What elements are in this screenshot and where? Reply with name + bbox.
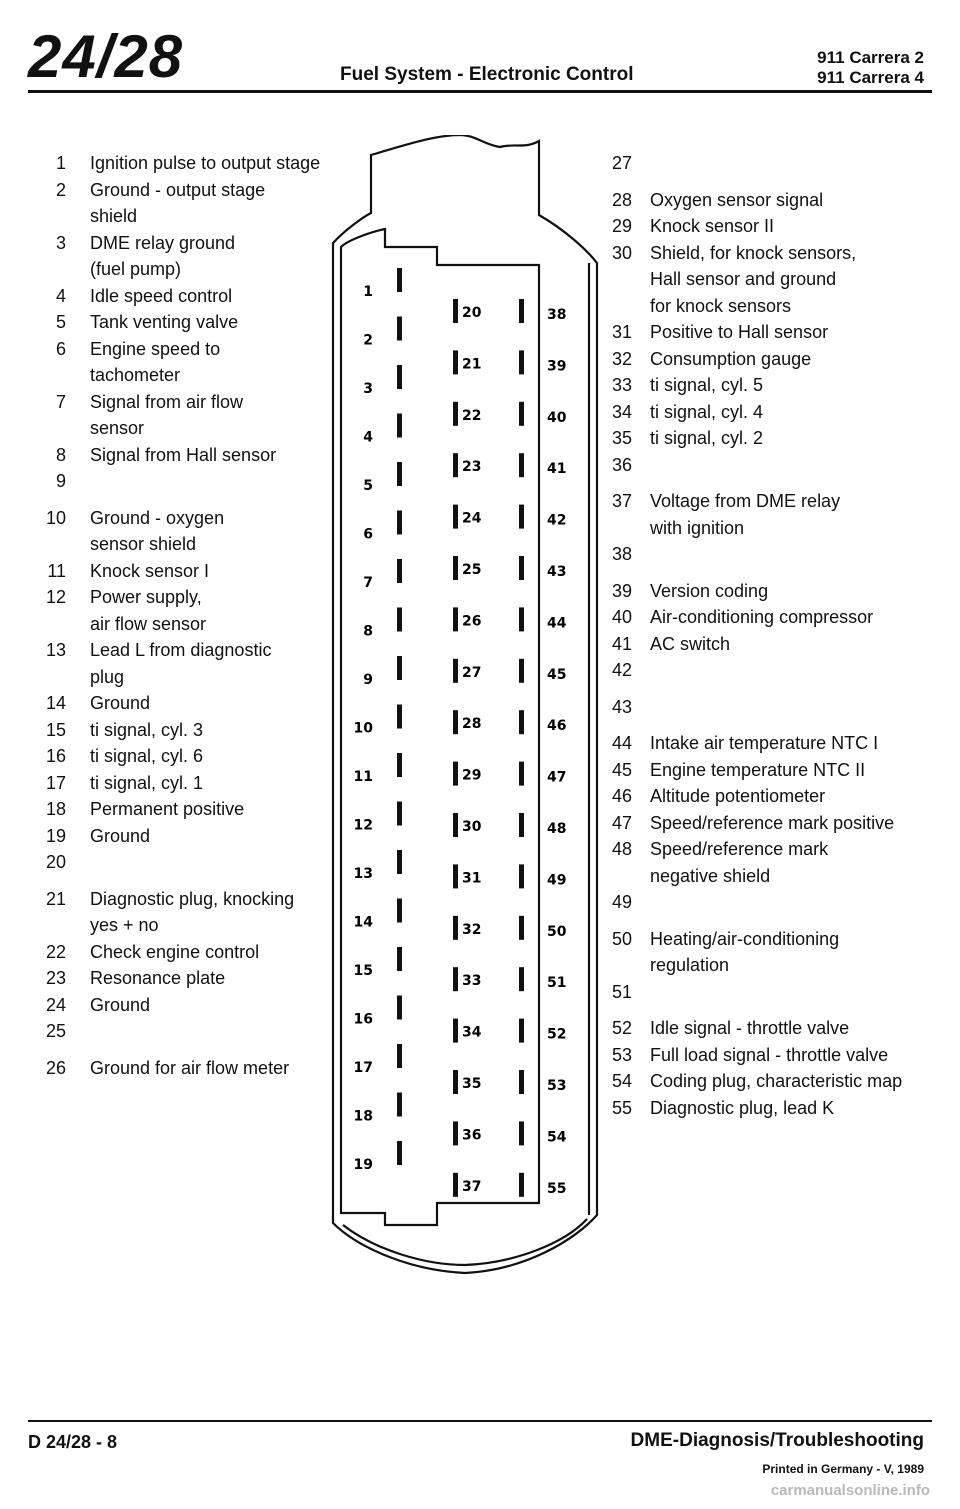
pin-number: 35 bbox=[611, 428, 632, 448]
connector-pin-contact bbox=[397, 899, 402, 923]
connector-pin-contact bbox=[453, 762, 458, 786]
connector-pin-label: 11 bbox=[353, 769, 373, 785]
connector-pin-contact bbox=[453, 607, 458, 631]
connector-pin-contact bbox=[397, 947, 402, 971]
connector-pin-contact bbox=[397, 705, 402, 729]
pin-number: 20 bbox=[45, 852, 66, 872]
pin-description: Ground for air flow meter bbox=[90, 1057, 290, 1078]
pin-description: Speed/reference mark positive bbox=[650, 812, 895, 833]
connector-pin-contact bbox=[453, 659, 458, 683]
connector-pin-label: 35 bbox=[462, 1076, 482, 1092]
pin-number: 48 bbox=[611, 839, 632, 859]
pin-description: Knock sensor II bbox=[650, 216, 775, 236]
pin-number: 27 bbox=[611, 153, 632, 173]
connector-pin-contact bbox=[397, 317, 402, 341]
pin-description: Engine speed to bbox=[90, 338, 221, 359]
pin-number: 8 bbox=[55, 444, 66, 465]
pin-description: Idle speed control bbox=[90, 285, 233, 306]
pin-number: 45 bbox=[611, 759, 632, 780]
pin-description: Shield, for knock sensors, bbox=[650, 242, 857, 263]
connector-pin-contact bbox=[453, 1070, 458, 1094]
connector-pin-label: 55 bbox=[547, 1180, 567, 1197]
connector-pin-contact bbox=[397, 608, 402, 632]
pin-number: 55 bbox=[611, 1097, 632, 1118]
connector-pin-contact bbox=[453, 916, 458, 940]
connector-pin-contact bbox=[397, 656, 402, 680]
connector-pin-label: 41 bbox=[547, 461, 567, 478]
connector-pin-label: 1 bbox=[363, 284, 373, 300]
connector-pin-label: 34 bbox=[462, 1024, 482, 1041]
pin-number: 12 bbox=[45, 587, 66, 607]
connector-pin-label: 33 bbox=[462, 973, 482, 990]
pin-number: 1 bbox=[55, 153, 66, 173]
connector-pin-contact bbox=[519, 350, 524, 374]
pin-number: 29 bbox=[611, 216, 632, 236]
connector-pin-contact bbox=[519, 607, 524, 631]
connector-pin-label: 48 bbox=[547, 821, 567, 837]
pin-number: 49 bbox=[611, 892, 632, 912]
connector-pin-contact bbox=[519, 1173, 524, 1197]
connector-pin-contact bbox=[397, 365, 402, 389]
connector-pin-label: 46 bbox=[547, 718, 567, 735]
footer-rule bbox=[28, 1420, 932, 1422]
model-label-1: 911 Carrera 2 bbox=[817, 48, 924, 67]
connector-inner-bottom bbox=[343, 1219, 587, 1265]
connector-pin-label: 22 bbox=[462, 407, 482, 424]
pin-number: 46 bbox=[611, 786, 632, 806]
pin-description: (fuel pump) bbox=[90, 259, 182, 279]
pin-number: 13 bbox=[45, 640, 66, 660]
connector-pin-contact bbox=[519, 659, 524, 683]
connector-pin-label: 13 bbox=[353, 866, 373, 882]
connector-pin-label: 52 bbox=[547, 1026, 567, 1043]
connector-pin-label: 42 bbox=[547, 512, 567, 529]
pin-number: 28 bbox=[611, 189, 632, 210]
pin-number: 18 bbox=[45, 799, 66, 819]
pin-description: Speed/reference mark bbox=[650, 839, 829, 859]
model-label-2: 911 Carrera 4 bbox=[817, 68, 924, 87]
connector-pin-contact bbox=[453, 299, 458, 323]
pin-number: 3 bbox=[55, 232, 66, 253]
pin-description: Ground - output stage bbox=[90, 179, 266, 200]
pin-number: 44 bbox=[611, 733, 632, 753]
connector-pin-contact bbox=[519, 402, 524, 426]
pin-description: negative shield bbox=[650, 865, 771, 886]
pin-description: Permanent positive bbox=[90, 799, 245, 819]
connector-pin-label: 51 bbox=[547, 975, 567, 992]
connector-pin-label: 7 bbox=[363, 575, 373, 591]
pin-description: Intake air temperature NTC I bbox=[650, 733, 879, 753]
connector-pin-label: 23 bbox=[462, 459, 482, 476]
connector-pin-contact bbox=[519, 453, 524, 477]
pin-description: yes + no bbox=[90, 915, 159, 935]
connector-pin-label: 17 bbox=[353, 1060, 373, 1076]
pin-number: 31 bbox=[611, 322, 632, 342]
pin-description: Full load signal - throttle valve bbox=[650, 1044, 889, 1065]
pin-description: Voltage from DME relay bbox=[650, 491, 841, 511]
connector-pin-contact bbox=[453, 1173, 458, 1197]
pin-description: ti signal, cyl. 2 bbox=[650, 428, 764, 448]
pin-number: 2 bbox=[55, 179, 66, 200]
connector-pin-label: 54 bbox=[547, 1129, 567, 1146]
pin-description: shield bbox=[90, 206, 138, 226]
connector-pin-contact bbox=[397, 802, 402, 826]
connector-pin-contact bbox=[453, 864, 458, 888]
pin-description: Signal from air flow bbox=[90, 391, 244, 412]
pin-number: 10 bbox=[45, 507, 66, 528]
pin-description: sensor shield bbox=[90, 534, 197, 554]
connector-pin-label: 2 bbox=[363, 332, 373, 349]
pin-description: Lead L from diagnostic bbox=[90, 640, 272, 660]
connector-pin-contact bbox=[519, 1070, 524, 1094]
pin-number: 6 bbox=[55, 338, 66, 359]
connector-pin-label: 47 bbox=[547, 769, 567, 786]
pin-description: Consumption gauge bbox=[650, 348, 812, 369]
connector-pin-contact bbox=[397, 462, 402, 486]
pin-description: AC switch bbox=[650, 633, 731, 654]
connector-pin-label: 19 bbox=[353, 1157, 373, 1173]
pin-number: 30 bbox=[611, 242, 632, 263]
footer-chapter: DME-Diagnosis/Troubleshooting bbox=[630, 1430, 924, 1451]
connector-pin-label: 32 bbox=[462, 921, 482, 938]
pin-description: ti signal, cyl. 5 bbox=[650, 375, 764, 395]
connector-pin-label: 8 bbox=[363, 623, 373, 640]
connector-pin-contact bbox=[519, 813, 524, 837]
pin-description: ti signal, cyl. 6 bbox=[90, 746, 204, 766]
connector-pin-contact bbox=[519, 1019, 524, 1043]
connector-pin-contact bbox=[397, 1141, 402, 1165]
connector-pin-label: 18 bbox=[353, 1108, 373, 1125]
pin-description: Ground bbox=[90, 693, 151, 713]
connector-pin-contact bbox=[453, 505, 458, 529]
pin-number: 37 bbox=[611, 491, 632, 511]
pin-description: air flow sensor bbox=[90, 613, 207, 634]
connector-pin-label: 20 bbox=[462, 305, 482, 321]
connector-pin-label: 14 bbox=[353, 914, 373, 931]
page-number: 24/28 bbox=[28, 23, 184, 90]
connector-pin-contact bbox=[519, 710, 524, 734]
connector-pin-label: 28 bbox=[462, 716, 482, 733]
connector-pin-contact bbox=[453, 453, 458, 477]
connector-pin-contact bbox=[519, 556, 524, 580]
pin-description: regulation bbox=[650, 955, 730, 975]
pin-number: 11 bbox=[47, 560, 66, 581]
connector-pin-label: 30 bbox=[462, 819, 482, 835]
pin-number: 24 bbox=[45, 994, 66, 1015]
pin-number: 5 bbox=[55, 312, 66, 332]
pin-number: 40 bbox=[611, 607, 632, 627]
ecu-connector-diagram bbox=[325, 135, 600, 1285]
pin-number: 53 bbox=[611, 1044, 632, 1065]
pin-number: 26 bbox=[45, 1057, 66, 1078]
pin-description: Diagnostic plug, lead K bbox=[650, 1097, 835, 1118]
pin-description: Ground bbox=[90, 994, 151, 1015]
pin-description: Altitude potentiometer bbox=[650, 786, 826, 806]
connector-pin-contact bbox=[397, 559, 402, 583]
connector-pin-label: 15 bbox=[353, 963, 373, 979]
pin-description: Idle signal - throttle valve bbox=[650, 1018, 850, 1038]
pin-number: 25 bbox=[45, 1021, 66, 1041]
watermark: carmanualsonline.info bbox=[770, 1482, 930, 1499]
connector-pin-label: 24 bbox=[462, 510, 482, 527]
pin-number: 43 bbox=[611, 696, 632, 717]
pin-description: ti signal, cyl. 1 bbox=[90, 772, 204, 793]
connector-pin-contact bbox=[397, 1093, 402, 1117]
connector-pin-label: 10 bbox=[353, 720, 373, 737]
connector-pin-label: 37 bbox=[462, 1178, 482, 1195]
connector-pin-label: 26 bbox=[462, 613, 482, 630]
pin-number: 9 bbox=[55, 471, 66, 491]
connector-pin-label: 40 bbox=[547, 409, 567, 426]
pin-description: Air-conditioning compressor bbox=[650, 607, 874, 627]
connector-pin-contact bbox=[519, 762, 524, 786]
connector-pin-label: 38 bbox=[547, 307, 567, 323]
connector-pin-label: 5 bbox=[363, 478, 373, 494]
connector-pin-contact bbox=[519, 916, 524, 940]
pin-number: 38 bbox=[611, 544, 632, 564]
pin-number: 16 bbox=[45, 746, 66, 766]
header-rule bbox=[28, 90, 932, 93]
pin-description: Ground - oxygen bbox=[90, 507, 225, 528]
pin-number: 41 bbox=[611, 633, 632, 654]
pin-description: tachometer bbox=[90, 365, 181, 385]
connector-pin-label: 27 bbox=[462, 664, 482, 681]
connector-pin-contact bbox=[397, 268, 402, 292]
pin-description: plug bbox=[90, 666, 125, 687]
pin-number: 47 bbox=[611, 812, 632, 833]
pin-description: with ignition bbox=[650, 517, 745, 538]
pin-description: Oxygen sensor signal bbox=[650, 189, 824, 210]
pin-number: 42 bbox=[611, 660, 632, 680]
connector-pin-contact bbox=[397, 753, 402, 777]
pin-description: Diagnostic plug, knocking bbox=[90, 888, 295, 909]
pin-description: Tank venting valve bbox=[90, 312, 239, 332]
pin-description: ti signal, cyl. 4 bbox=[650, 401, 764, 422]
connector-pin-label: 4 bbox=[363, 429, 373, 446]
pin-number: 19 bbox=[45, 825, 66, 846]
pin-number: 51 bbox=[611, 981, 632, 1002]
pin-number: 15 bbox=[45, 719, 66, 740]
pin-number: 7 bbox=[55, 391, 66, 412]
connector-pin-contact bbox=[397, 1044, 402, 1068]
connector-pin-contact bbox=[519, 864, 524, 888]
pin-description: Coding plug, characteristic map bbox=[650, 1071, 903, 1091]
connector-pin-contact bbox=[453, 402, 458, 426]
connector-pin-contact bbox=[453, 967, 458, 991]
pin-number: 54 bbox=[611, 1071, 632, 1091]
connector-pin-contact bbox=[519, 505, 524, 529]
pin-description: Knock sensor I bbox=[90, 560, 210, 581]
pin-description: Check engine control bbox=[90, 941, 260, 962]
connector-pin-label: 3 bbox=[363, 381, 373, 397]
connector-pin-contact bbox=[453, 1019, 458, 1043]
pin-number: 32 bbox=[611, 348, 632, 369]
connector-pin-label: 44 bbox=[547, 615, 567, 632]
connector-pin-label: 25 bbox=[462, 562, 482, 578]
connector-pin-contact bbox=[453, 813, 458, 837]
pin-number: 23 bbox=[45, 968, 66, 988]
pin-number: 14 bbox=[45, 693, 66, 713]
connector-pin-label: 29 bbox=[462, 767, 482, 784]
connector-pin-label: 36 bbox=[462, 1127, 482, 1144]
connector-pin-label: 21 bbox=[462, 356, 482, 373]
connector-pin-label: 50 bbox=[547, 923, 567, 940]
connector-pin-label: 39 bbox=[547, 358, 567, 375]
pin-description: Version coding bbox=[650, 580, 769, 601]
connector-pin-label: 43 bbox=[547, 564, 567, 580]
pin-number: 34 bbox=[611, 401, 632, 422]
connector-pin-label: 12 bbox=[353, 817, 373, 834]
connector-pin-label: 53 bbox=[547, 1078, 567, 1094]
connector-pin-contact bbox=[519, 1121, 524, 1145]
pin-description: Heating/air-conditioning bbox=[650, 928, 840, 949]
connector-pin-contact bbox=[519, 967, 524, 991]
connector-pin-label: 49 bbox=[547, 872, 567, 889]
connector-pin-contact bbox=[397, 850, 402, 874]
connector-pin-label: 45 bbox=[547, 666, 567, 683]
pin-number: 22 bbox=[45, 941, 66, 962]
footer-print-info: Printed in Germany - V, 1989 bbox=[762, 1462, 924, 1476]
pin-number: 21 bbox=[45, 888, 66, 909]
pin-number: 17 bbox=[45, 772, 66, 793]
connector-pin-label: 16 bbox=[353, 1011, 373, 1028]
pin-description: for knock sensors bbox=[650, 295, 792, 316]
pin-description: Engine temperature NTC II bbox=[650, 759, 866, 780]
footer-page-ref: D 24/28 - 8 bbox=[28, 1432, 118, 1452]
pin-description: Hall sensor and ground bbox=[650, 269, 837, 289]
connector-pin-contact bbox=[397, 996, 402, 1020]
pin-description: Positive to Hall sensor bbox=[650, 322, 829, 342]
section-title: Fuel System - Electronic Control bbox=[340, 64, 634, 85]
connector-pin-contact bbox=[397, 511, 402, 535]
connector-pin-label: 31 bbox=[462, 870, 482, 887]
pin-description: Resonance plate bbox=[90, 968, 226, 988]
pin-description: Signal from Hall sensor bbox=[90, 444, 277, 465]
pin-number: 36 bbox=[611, 454, 632, 475]
pin-number: 39 bbox=[611, 580, 632, 601]
connector-pin-contact bbox=[453, 350, 458, 374]
connector-pin-contact bbox=[519, 299, 524, 323]
connector-pin-contact bbox=[397, 414, 402, 438]
pin-description: DME relay ground bbox=[90, 232, 236, 253]
connector-pin-contact bbox=[453, 710, 458, 734]
connector-pin-label: 6 bbox=[363, 526, 373, 543]
pin-number: 4 bbox=[55, 285, 66, 306]
connector-pin-contact bbox=[453, 556, 458, 580]
pin-description: sensor bbox=[90, 418, 145, 438]
pin-description: Ground bbox=[90, 825, 151, 846]
connector-pin-contact bbox=[453, 1121, 458, 1145]
connector-pin-label: 9 bbox=[363, 672, 373, 688]
pin-description: ti signal, cyl. 3 bbox=[90, 719, 204, 740]
pin-number: 52 bbox=[611, 1018, 632, 1038]
pin-description: Ignition pulse to output stage bbox=[90, 153, 321, 173]
pin-number: 33 bbox=[611, 375, 632, 395]
pin-number: 50 bbox=[611, 928, 632, 949]
pin-description: Power supply, bbox=[90, 587, 202, 607]
